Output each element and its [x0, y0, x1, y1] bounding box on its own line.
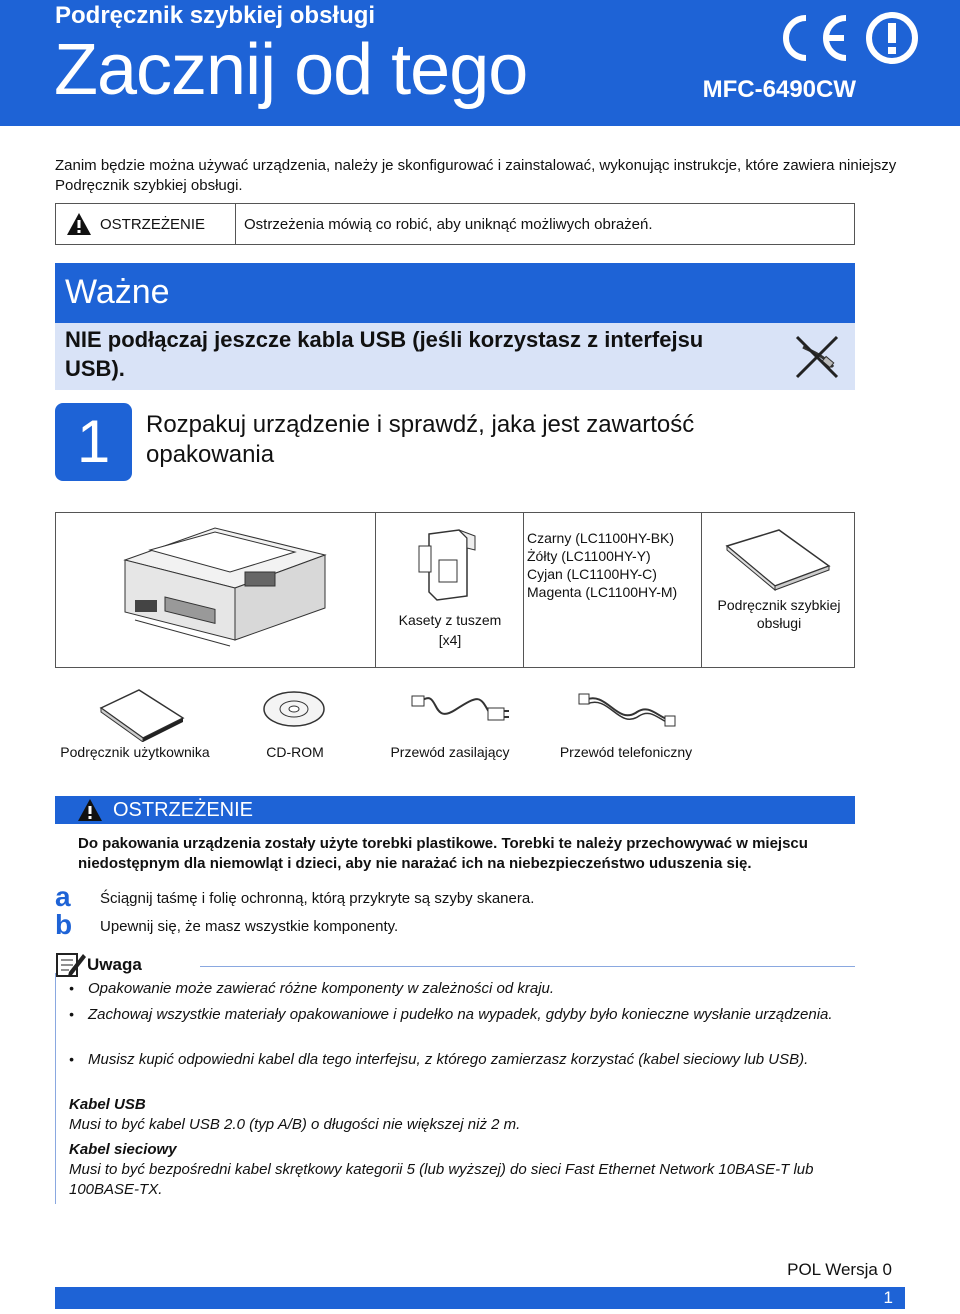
- warning-text: Do pakowania urządzenia zostały użyte torebki plastikowe. Torebki te należy przechowywać w miejscu niedostępnym dla niemowląt i dzieci, aby nie narażać ich na niebezpieczeństwo uduszenia się.: [78, 835, 808, 872]
- substep-letter: a: [55, 881, 71, 912]
- network-cable-heading: Kabel sieciowy: [69, 1141, 177, 1158]
- substep-text: Upewnij się, że masz wszystkie komponenty.: [100, 918, 399, 935]
- box-contents: [55, 512, 855, 780]
- ce-mark-icon: [770, 8, 920, 68]
- bullet-icon: •: [69, 1006, 74, 1022]
- ink-cartridge-illustration: [415, 526, 485, 602]
- warning-icon: [77, 798, 103, 822]
- ink-color-black: Czarny (LC1100HY-BK): [527, 530, 675, 546]
- ink-colors-list: [527, 529, 697, 601]
- cdrom-label: CD-ROM: [266, 744, 324, 760]
- warning-legend-label: [56, 204, 236, 244]
- user-guide-booklet-illustration: [97, 686, 187, 742]
- no-usb-cable-icon: [793, 333, 841, 381]
- warning-label: OSTRZEŻENIE: [100, 215, 206, 233]
- intro-text: Zanim będzie można używać urządzenia, należy je skonfigurować i zainstalować, wykonując instrukcje, które zawiera niniejszy Podręcznik szybkiej obsługi.: [55, 157, 897, 194]
- note-bullet: Musisz kupić odpowiedni kabel dla tego interfejsu, z którego zamierzasz korzystać (kabel sieciowy lub USB).: [88, 1051, 809, 1068]
- ink-color-yellow: Żółty (LC1100HY-Y): [527, 548, 651, 564]
- phone-cord-icon: [577, 686, 677, 732]
- divider: [375, 512, 376, 668]
- page-number: 1: [55, 1287, 905, 1309]
- ink-color-magenta: Magenta (LC1100HY-M): [527, 584, 678, 600]
- substep-text: Ściągnij taśmę i folię ochronną, którą przykryte są szyby skanera.: [100, 890, 535, 907]
- network-cable-text: Musi to być bezpośredni kabel skrętkowy kategorii 5 (lub wyższej) do sieci Fast Ethernet Network 10BASE-T lub 100BASE-TX.: [69, 1161, 814, 1198]
- note-divider: [200, 966, 855, 967]
- guide-subtitle: Podręcznik szybkiej obsługi: [55, 2, 376, 29]
- bullet-icon: •: [69, 980, 74, 996]
- ink-cartridge-label: Kasety z tuszem: [398, 612, 502, 628]
- usb-cable-text: Musi to być kabel USB 2.0 (typ A/B) o długości nie większej niż 2 m.: [69, 1116, 521, 1133]
- warning-icon: [66, 212, 92, 236]
- model-number: MFC-6490CW: [702, 76, 856, 103]
- substep-b: [55, 909, 855, 942]
- header-banner: [0, 0, 960, 126]
- ink-cartridge-count: [x4]: [438, 632, 462, 648]
- cdrom-disc-icon: [261, 689, 327, 729]
- quick-guide-label: Podręcznik szybkiej obsługi: [717, 597, 841, 631]
- quick-guide-booklet-illustration: [723, 526, 833, 592]
- substep-a: [55, 881, 855, 914]
- power-cord-label: Przewód zasilający: [390, 744, 510, 760]
- power-cord-icon: [410, 686, 510, 732]
- note-bullet: Zachowaj wszystkie materiały opakowaniowe i pudełko na wypadek, gdyby było konieczne wysłanie urządzenia.: [88, 1006, 833, 1023]
- version-label: POL Wersja 0: [787, 1260, 892, 1279]
- user-guide-label: Podręcznik użytkownika: [60, 744, 210, 760]
- ink-color-cyan: Cyjan (LC1100HY-C): [527, 566, 657, 582]
- note-title: Uwaga: [87, 955, 142, 974]
- note-bullet: Opakowanie może zawierać różne komponenty w zależności od kraju.: [88, 980, 555, 997]
- usb-cable-heading: Kabel USB: [69, 1096, 146, 1113]
- divider: [523, 512, 524, 668]
- step-number: 1: [55, 403, 132, 481]
- divider: [701, 512, 702, 668]
- warning-heading: OSTRZEŻENIE: [55, 796, 855, 824]
- printer-illustration: [105, 520, 335, 658]
- note-box: [55, 973, 855, 1204]
- page-title: Zacznij od tego: [54, 30, 528, 110]
- substeps-list: [55, 881, 855, 942]
- substep-letter: b: [55, 909, 73, 940]
- important-title: Ważne: [55, 263, 855, 323]
- important-text: NIE podłączaj jeszcze kabla USB (jeśli korzystasz z interfejsu USB).: [65, 327, 704, 381]
- warning-legend: [55, 203, 855, 245]
- warning-legend-text: Ostrzeżenia mówią co robić, aby uniknąć możliwych obrażeń.: [244, 215, 653, 233]
- step-title: Rozpakuj urządzenie i sprawdź, jaka jest zawartość opakowania: [146, 411, 695, 468]
- phone-cord-label: Przewód telefoniczny: [559, 744, 693, 760]
- important-box: [55, 323, 855, 390]
- bullet-icon: •: [69, 1051, 74, 1067]
